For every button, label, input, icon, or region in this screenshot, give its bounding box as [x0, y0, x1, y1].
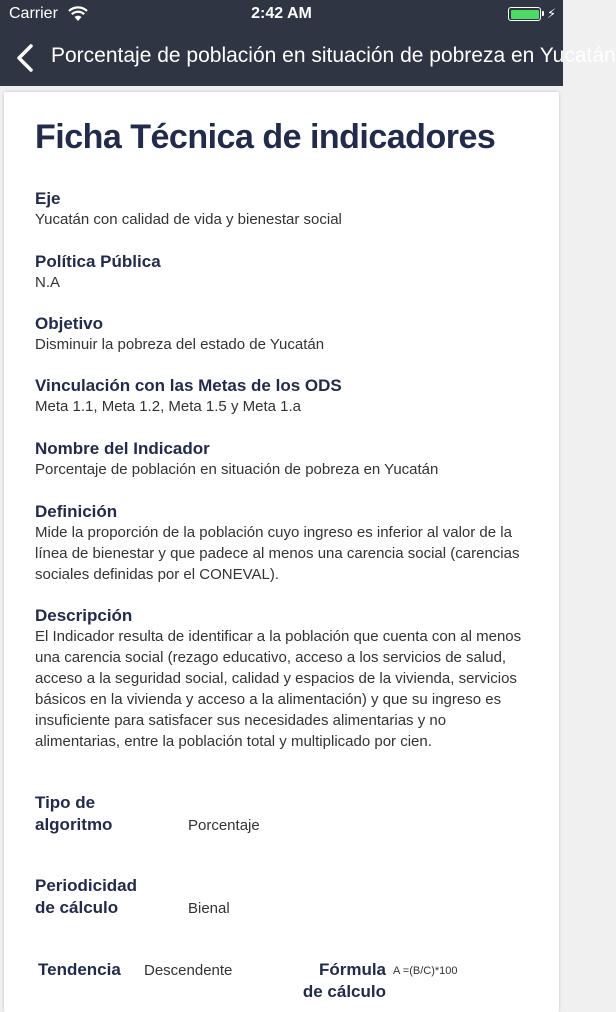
- periodicidad-value: Bienal: [188, 900, 230, 917]
- field-label: Objetivo: [35, 314, 104, 333]
- field-label: Eje: [35, 189, 61, 208]
- battery-tip: [542, 11, 544, 16]
- card-title: Ficha Técnica de indicadores: [35, 118, 496, 156]
- label-line: algoritmo: [35, 815, 113, 834]
- nav-title: Porcentaje de población en situación de pobreza en Yucatán: [51, 44, 616, 67]
- status-bar: [0, 0, 563, 30]
- field-label: Política Pública: [35, 252, 161, 271]
- field-value: Mide la proporción de la población cuyo ingreso es inferior al valor de la línea de bienestar y que padece al menos una carencia social (carencias sociales definidas por el CONEVAL).: [35, 524, 520, 583]
- field-value: Yucatán con calidad de vida y bienestar social: [35, 211, 342, 228]
- tendencia-value: Descendente: [144, 962, 233, 979]
- back-chevron-icon[interactable]: [14, 43, 36, 73]
- field-value: Disminuir la pobreza del estado de Yucatán: [35, 336, 325, 353]
- field-label: Definición: [35, 502, 118, 521]
- formula-label: [296, 959, 386, 1003]
- label-line: de cálculo: [35, 898, 119, 917]
- battery-fill: [511, 10, 539, 19]
- charging-bolt-icon: ⚡: [547, 6, 557, 21]
- tipo-algoritmo-label: [35, 792, 112, 836]
- field-politica-publica: [35, 251, 535, 293]
- label-line: Fórmula: [318, 960, 386, 979]
- label-line: Periodicidad: [35, 876, 138, 895]
- field-descripcion: [35, 605, 533, 752]
- field-label: Nombre del Indicador: [35, 439, 210, 458]
- navigation-bar: [0, 30, 616, 86]
- app-header: [0, 0, 616, 86]
- field-value: N.A: [35, 274, 61, 291]
- tipo-algoritmo-value: Porcentaje: [188, 817, 260, 834]
- field-definicion: [35, 501, 533, 585]
- tendencia-label: Tendencia: [38, 960, 121, 979]
- field-label: Descripción: [35, 606, 133, 625]
- field-value: Porcentaje de población en situación de pobreza en Yucatán: [35, 461, 439, 478]
- periodicidad-label: [35, 875, 137, 919]
- battery-icon: [508, 7, 541, 21]
- carrier-label: Carrier: [9, 5, 58, 22]
- label-line: Tipo de: [35, 793, 96, 812]
- field-eje: [35, 188, 535, 230]
- formula-value: A =(B/C)*100: [393, 965, 458, 977]
- field-objetivo: [35, 313, 535, 355]
- field-label: Vinculación con las Metas de los ODS: [35, 376, 342, 395]
- status-time: 2:42 AM: [251, 5, 312, 22]
- field-value: Meta 1.1, Meta 1.2, Meta 1.5 y Meta 1.a: [35, 398, 301, 415]
- field-nombre-indicador: [35, 438, 535, 480]
- field-value: El Indicador resulta de identificar a la población que cuenta con al menos una carencia social (rezago educativo, acceso a los servicios de salud, acceso a la seguridad social, calidad y espacios de la vivienda, servicios básicos en la vivienda y acceso a la alimentación) y que su ingreso es insuficiente para satisfacer sus necesidades alimentarias y no alimentarias, entre la población total y multiplicado por cien.: [35, 628, 522, 750]
- indicator-card: [4, 92, 559, 1012]
- field-vinculacion-ods: [35, 375, 535, 417]
- label-line: de cálculo: [302, 982, 386, 1001]
